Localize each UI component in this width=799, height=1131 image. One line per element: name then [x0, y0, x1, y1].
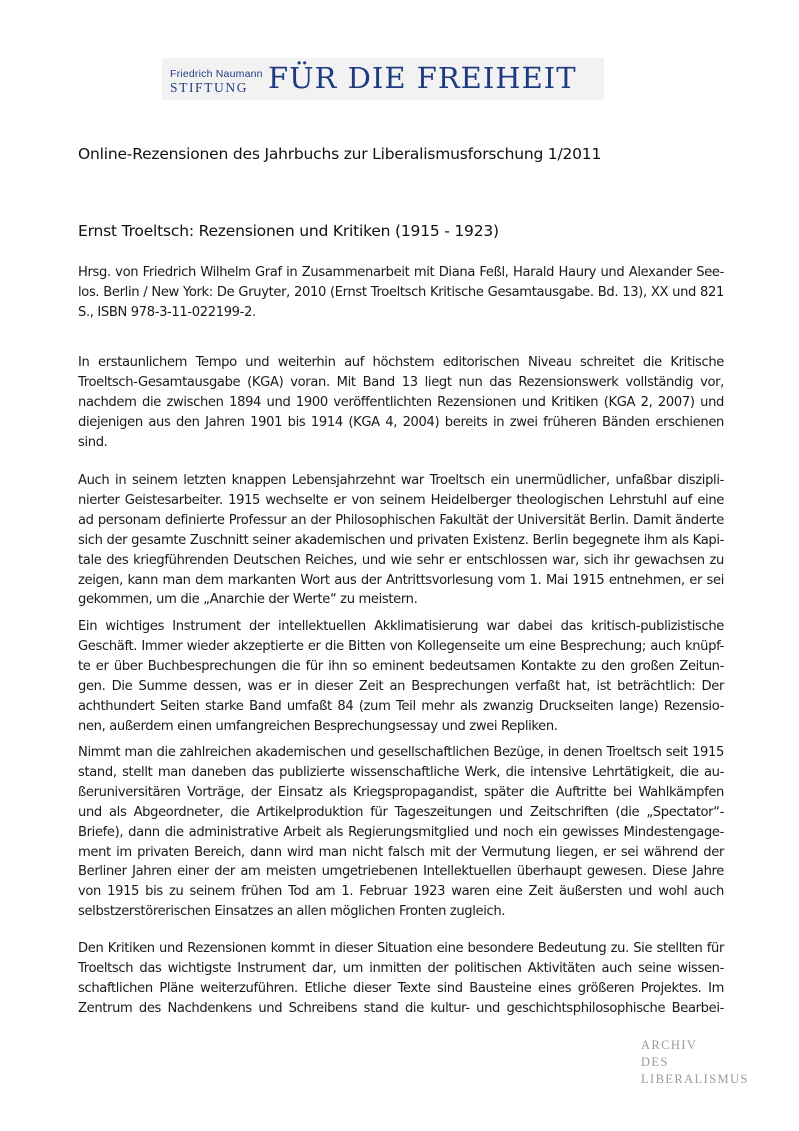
- text-line: In erstaunlichem Tempo und weiterhin auf höchstem editorischen Niveau schreitet die Kritische: [78, 355, 724, 370]
- text-line: Nimmt man die zahlreichen akademischen und gesellschaftlichen Bezüge, in denen Troeltsch seit 1915: [78, 745, 724, 760]
- text-line: Zentrum des Nachdenkens und Schreibens stand die kultur- und geschichtsphilosophische Bearbei-: [78, 1000, 724, 1016]
- text-line: von 1915 bis zu seinem frühen Tod am 1. Februar 1923 waren eine Zeit äußersten und wohl auch: [78, 884, 724, 900]
- text-line: nierter Geistesarbeiter. 1915 wechselte er von seinem Heidelberger theologischen Lehrstuhl auf eine: [78, 492, 724, 508]
- text-line: sich der gesamte Zuschnitt seiner akademischen und privaten Existenz. Berlin begegnete ihm als Kapi-: [78, 532, 724, 548]
- paragraph: [78, 471, 724, 610]
- text-line: Geschäft. Immer wieder akzeptierte er die Bitten von Kollegenseite um eine Besprechung; auch knüpf-: [78, 638, 724, 654]
- text-line: Troeltsch das wichtigste Instrument dar, um inmitten der politischen Aktivitäten auch seine wissen-: [78, 960, 724, 976]
- text-line: ßeruniversitären Vorträge, der Einsatz als Kriegspropagandist, später die Auftritte bei Wahlkämpfen: [78, 784, 724, 800]
- text-line: gen. Die Summe dessen, was er in dieser Zeit an Besprechungen verfaßt hat, ist beträchtlich: Der: [78, 678, 724, 694]
- text-line: Briefe), dann die administrative Arbeit als Regierungsmitglied und noch ein gewisses Mindestengage-: [78, 824, 724, 840]
- text-line: ad personam definierte Professur an der Philosophischen Fakultät der Universität Berlin. Damit änderte: [78, 512, 724, 528]
- bibliographic-info: [78, 263, 724, 323]
- text-line: und als Abgeordneter, die Artikelproduktion für Tageszeitungen und Zeitschriften (die „Spectator“-: [78, 804, 724, 820]
- logo-line-stiftung: STIFTUNG: [170, 80, 249, 95]
- text-line: zeigen, kann man dem markanten Wort aus der Antrittsvorlesung vom 1. Mai 1915 entnehmen, er sei: [78, 572, 724, 588]
- foundation-logo: [162, 58, 604, 100]
- text-line: Troeltsch-Gesamtausgabe (KGA) voran. Mit Band 13 liegt nun das Rezensionswerk vollständig vor,: [78, 374, 724, 390]
- text-line: te er über Buchbesprechungen die für ihn so eminent bedeutsamen Kontakte zu den großen Zeitun-: [78, 658, 724, 674]
- text-line: gekommen, um die „Anarchie der Werte“ zu meistern.: [78, 592, 418, 608]
- publication-title: Online-Rezensionen des Jahrbuchs zur Liberalismusforschung 1/2011: [78, 145, 602, 163]
- text-line: Auch in seinem letzten knappen Lebensjahrzehnt war Troeltsch ein unermüdlicher, unfaßbar diszipli-: [78, 473, 724, 488]
- text-line: schaftlichen Pläne weiterzuführen. Etliche dieser Texte sind Bausteine eines größeren Projektes. Im: [78, 980, 724, 996]
- text-line: Ein wichtiges Instrument der intellektuellen Akklimatisierung war dabei das kritisch-publizistische: [78, 619, 724, 634]
- text-line: Den Kritiken und Rezensionen kommt in dieser Situation eine besondere Bedeutung zu. Sie stellten für: [78, 941, 724, 956]
- paragraph: [78, 617, 724, 736]
- archiv-logo-line: DES: [641, 1055, 669, 1069]
- text-line: nachdem die zwischen 1894 und 1900 veröffentlichten Rezensionen und Kritiken (KGA 2, 2007) und: [78, 394, 724, 410]
- biblio-line: Hrsg. von Friedrich Wilhelm Graf in Zusammenarbeit mit Diana Feßl, Harald Haury und Alexander Seе-: [78, 265, 724, 280]
- archiv-des-liberalismus-logo: [641, 1037, 749, 1088]
- text-line: achthundert Seiten starke Band umfaßt 84 (zum Teil mehr als zwanzig Druckseiten lange) Rezensio-: [78, 698, 724, 714]
- biblio-line: S., ISBN 978-3-11-022199-2.: [78, 304, 256, 320]
- text-line: Berliner Jahren einer der am meisten umgetriebenen Intellektuellen überhaupt gewesen. Diese Jahre: [78, 864, 724, 880]
- text-line: diejenigen aus den Jahren 1901 bis 1914 (KGA 4, 2004) bereits in zwei früheren Bänden erschienen: [78, 414, 724, 430]
- text-line: ment im privaten Bereich, dann wird man nicht falsch mit der Vermutung liegen, er sei während der: [78, 844, 724, 860]
- biblio-line: los. Berlin / New York: De Gruyter, 2010 (Ernst Troeltsch Kritische Gesamtausgabe. Bd. 13), XX und 821: [78, 284, 724, 300]
- text-line: tale des kriegführenden Deutschen Reiches, und wie sehr er entschlossen war, sich ihr gewachsen zu: [78, 552, 724, 568]
- text-line: selbstzerstörerischen Einsatzes an allen möglichen Fronten zugleich.: [78, 904, 506, 920]
- logo-line-foundation-name: Friedrich Naumann: [170, 68, 263, 80]
- paragraph: [78, 939, 724, 1019]
- paragraph: [78, 353, 724, 453]
- text-line: stand, stellt man daneben das publizierte wissenschaftliche Werk, die intensive Lehrtätigkeit, die au-: [78, 764, 724, 780]
- logo-slogan: FÜR DIE FREIHEIT: [268, 61, 577, 95]
- archiv-logo-line: ARCHIV: [641, 1038, 698, 1052]
- review-title: Ernst Troeltsch: Rezensionen und Kritiken (1915 - 1923): [78, 222, 499, 240]
- archiv-logo-line: LIBERALISMUS: [641, 1072, 749, 1086]
- text-line: sind.: [78, 434, 108, 450]
- paragraph: [78, 743, 724, 922]
- text-line: nen, außerdem einen umfangreichen Besprechungsessay und zwei Repliken.: [78, 718, 558, 734]
